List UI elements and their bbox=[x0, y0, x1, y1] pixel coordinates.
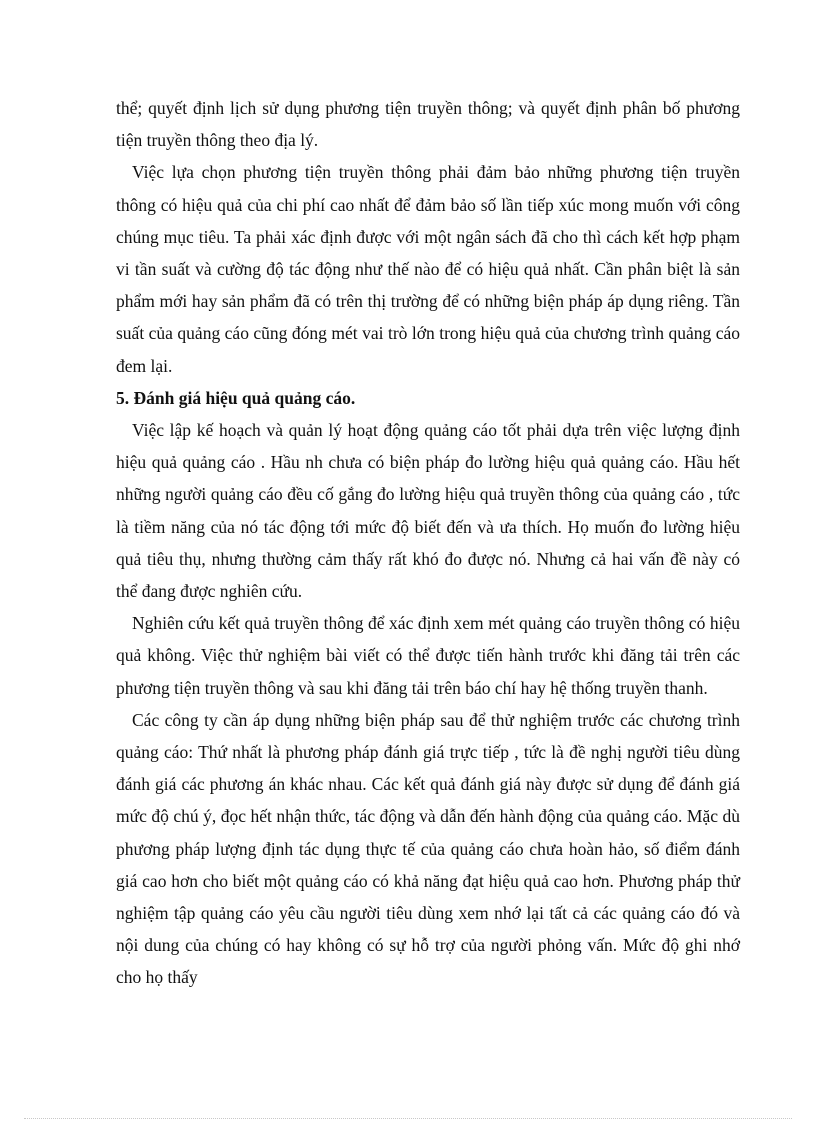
paragraph-communication-research: Nghiên cứu kết quả truyền thông để xác định xem mét quảng cáo truyền thông có hiệu quả không. Việc thử nghiệm bài viết có thể được tiến hành trước khi đăng tải trên các phương tiện truyền thông và sau khi đăng tải trên báo chí hay hệ thống truyền thanh. bbox=[116, 613, 740, 698]
paragraph-effectiveness-intro: Việc lập kế hoạch và quản lý hoạt động quảng cáo tốt phải dựa trên việc lượng định hiệu quả quảng cáo . Hầu nh chưa có biện pháp đo lường hiệu quả quảng cáo. Hầu hết những người quảng cáo đều cố gắng đo lường hiệu quả truyền thông của quảng cáo , tức là tiềm năng của nó tác động tới mức độ biết đến và ưa thích. Họ muốn đo lường hiệu quả tiêu thụ, nhưng thường cảm thấy rất khó đo được nó. Nhưng cả hai vấn đề này có thể đang được nghiên cứu. bbox=[116, 420, 740, 602]
page-bottom-divider bbox=[24, 1118, 792, 1119]
document-body bbox=[116, 92, 740, 994]
section-heading: 5. Đánh giá hiệu quả quảng cáo. bbox=[116, 387, 356, 408]
paragraph-pretesting-methods: Các công ty cần áp dụng những biện pháp sau để thử nghiệm trước các chương trình quảng cáo: Thứ nhất là phương pháp đánh giá trực tiếp , tức là đề nghị người tiêu dùng đánh giá các phương án khác nhau. Các kết quả đánh giá này được sử dụng để đánh giá mức độ chú ý, đọc hết nhận thức, tác động và dẫn đến hành động của quảng cáo. Mặc dù phương pháp lượng định tác dụng thực tế của quảng cáo chưa hoàn hảo, số điểm đánh giá cao hơn cho biết một quảng cáo có khả năng đạt hiệu quả cao hơn. Phương pháp thử nghiệm tập quảng cáo yêu cầu người tiêu dùng xem nhớ lại tất cả các quảng cáo đó và nội dung của chúng có hay không có sự hỗ trợ của người phỏng vấn. Mức độ ghi nhớ cho họ thấy bbox=[116, 709, 740, 988]
paragraph-continuation: thể; quyết định lịch sử dụng phương tiện truyền thông; và quyết định phân bố phương tiện truyền thông theo địa lý. bbox=[116, 98, 740, 151]
paragraph-media-selection: Việc lựa chọn phương tiện truyền thông phải đảm bảo những phương tiện truyền thông có hiệu quả của chi phí cao nhất để đảm bảo số lần tiếp xúc mong muốn với công chúng mục tiêu. Ta phải xác định được với một ngân sách đã cho thì cách kết hợp phạm vi tần suất và cường độ tác động như thế nào để có hiệu quả nhất. Cần phân biệt là sản phẩm mới hay sản phẩm đã có trên thị trường để có những biện pháp áp dụng riêng. Tần suất của quảng cáo cũng đóng mét vai trò lớn trong hiệu quả của chương trình quảng cáo đem lại. bbox=[116, 162, 740, 376]
